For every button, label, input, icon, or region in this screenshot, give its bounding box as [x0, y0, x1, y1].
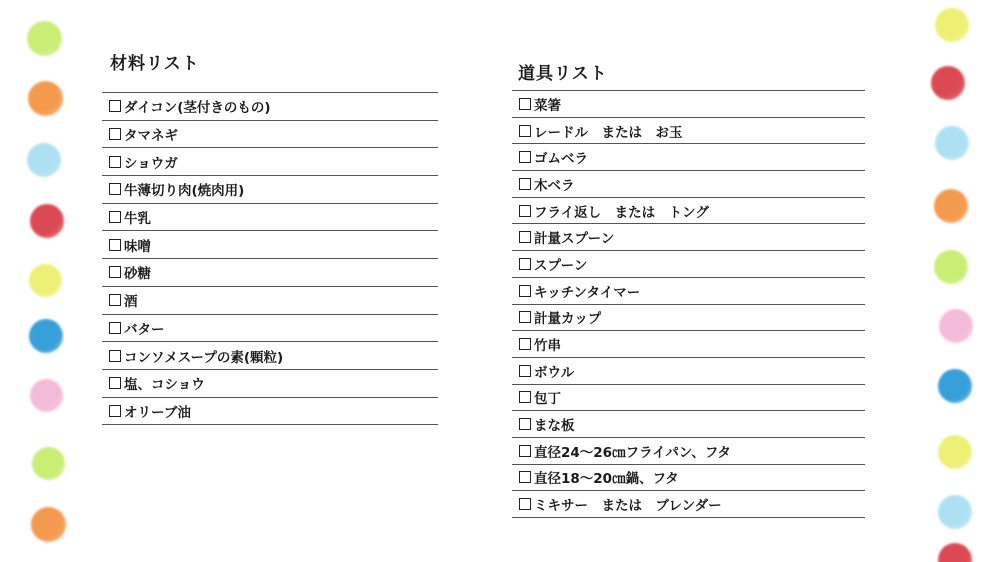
checkbox-icon[interactable]: [109, 128, 121, 140]
ingredient-item: [102, 342, 438, 370]
ingredient-item: [102, 121, 438, 149]
decorative-dot: [938, 543, 972, 562]
tool-item-label: ゴムベラ: [534, 151, 588, 168]
checkbox-icon[interactable]: [109, 100, 121, 112]
decorative-dot: [934, 189, 968, 223]
decorative-dot: [935, 8, 969, 42]
decorative-dot: [29, 264, 62, 297]
checkbox-icon[interactable]: [109, 322, 121, 334]
ingredient-item: [102, 315, 438, 343]
tool-item-label: スプーン: [534, 257, 588, 274]
checkbox-icon[interactable]: [519, 311, 531, 323]
ingredient-item-label: コンソメスープの素(顆粒): [124, 349, 284, 366]
tool-item-label: 計量スプーン: [534, 231, 615, 248]
checkbox-icon[interactable]: [519, 125, 531, 137]
tool-item-label: 直径18～20㎝鍋、フタ: [534, 471, 679, 488]
checkbox-icon[interactable]: [109, 156, 121, 168]
tool-item: [512, 305, 865, 332]
ingredient-item: [102, 176, 438, 204]
tool-item-label: 木ベラ: [534, 177, 575, 194]
tool-item-label: 直径24～26㎝フライパン、フタ: [534, 444, 731, 461]
checkbox-icon[interactable]: [519, 178, 531, 190]
ingredient-item-label: 牛薄切り肉(焼肉用): [124, 183, 245, 200]
tool-item-label: キッチンタイマー: [534, 284, 641, 301]
checkbox-icon[interactable]: [519, 471, 531, 483]
checkbox-icon[interactable]: [519, 258, 531, 270]
decorative-dot: [29, 319, 63, 353]
checkbox-icon[interactable]: [519, 418, 531, 430]
checkbox-icon[interactable]: [519, 151, 531, 163]
ingredients-list-title: 材料リスト: [110, 54, 200, 74]
decorative-dot: [30, 204, 64, 238]
decorative-dot: [938, 369, 972, 403]
decorative-dot: [935, 126, 969, 160]
ingredient-item: [102, 93, 438, 121]
tool-item-label: 菜箸: [534, 97, 561, 114]
decorative-dot: [934, 250, 968, 284]
decorative-dot: [30, 379, 63, 412]
checkbox-icon[interactable]: [519, 231, 531, 243]
decorative-dot: [931, 66, 965, 100]
checkbox-icon[interactable]: [109, 350, 121, 362]
tool-item-label: フライ返し または トング: [534, 204, 709, 221]
ingredient-item-label: バター: [124, 321, 165, 338]
tool-item: [512, 491, 865, 518]
ingredient-item-label: ダイコン(茎付きのもの): [124, 100, 271, 117]
decorative-dot: [27, 21, 62, 56]
tool-item: [512, 171, 865, 198]
ingredient-item-label: タマネギ: [124, 128, 178, 145]
ingredient-item-label: ショウガ: [124, 155, 178, 172]
checkbox-icon[interactable]: [109, 377, 121, 389]
tool-item-label: 包丁: [534, 391, 561, 408]
tool-item: [512, 198, 865, 225]
ingredient-item: [102, 398, 438, 426]
tool-item: [512, 278, 865, 305]
checkbox-icon[interactable]: [109, 183, 121, 195]
checkbox-icon[interactable]: [519, 285, 531, 297]
ingredient-item: [102, 370, 438, 398]
ingredients-rows: [102, 92, 438, 425]
decorative-dot: [28, 81, 63, 116]
checkbox-icon[interactable]: [519, 391, 531, 403]
tool-item: [512, 358, 865, 385]
tool-item: [512, 465, 865, 492]
decorative-dot: [938, 495, 972, 529]
ingredient-item: [102, 148, 438, 176]
decorative-dot: [31, 507, 66, 542]
tool-item: [512, 411, 865, 438]
tool-item: [512, 331, 865, 358]
tool-item-label: ミキサー または ブレンダー: [534, 498, 722, 515]
checkbox-icon[interactable]: [519, 98, 531, 110]
tool-item-label: ボウル: [534, 364, 575, 381]
tool-item-label: 計量カップ: [534, 311, 602, 328]
tool-item-label: 竹串: [534, 338, 561, 355]
ingredient-item-label: オリーブ油: [124, 404, 191, 421]
ingredient-item: [102, 259, 438, 287]
checkbox-icon[interactable]: [519, 365, 531, 377]
ingredient-item: [102, 204, 438, 232]
tool-item-label: レードル または お玉: [534, 124, 683, 141]
tool-item: [512, 438, 865, 465]
tool-item-label: まな板: [534, 418, 575, 435]
tool-item: [512, 224, 865, 251]
tool-item: [512, 251, 865, 278]
decorative-dot: [938, 435, 972, 469]
checkbox-icon[interactable]: [519, 205, 531, 217]
checkbox-icon[interactable]: [109, 405, 121, 417]
tool-item: [512, 385, 865, 412]
ingredient-item-label: 牛乳: [124, 211, 151, 228]
checkbox-icon[interactable]: [519, 498, 531, 510]
ingredient-item: [102, 287, 438, 315]
tool-item: [512, 91, 865, 118]
decorative-dot: [27, 143, 61, 177]
tools-list-title: 道具リスト: [518, 64, 608, 84]
tool-item: [512, 144, 865, 171]
checkbox-icon[interactable]: [519, 445, 531, 457]
tools-rows: [512, 90, 865, 518]
checkbox-icon[interactable]: [109, 294, 121, 306]
decorative-dot: [939, 309, 973, 343]
tool-item: [512, 118, 865, 145]
ingredient-item-label: 味噌: [124, 238, 151, 255]
ingredient-item-label: 酒: [124, 294, 138, 311]
checkbox-icon[interactable]: [109, 266, 121, 278]
checkbox-icon[interactable]: [109, 239, 121, 251]
ingredient-item-label: 塩、コショウ: [124, 377, 205, 394]
ingredient-item: [102, 231, 438, 259]
decorative-dot: [32, 447, 65, 480]
checkbox-icon[interactable]: [109, 211, 121, 223]
ingredient-item-label: 砂糖: [124, 266, 151, 283]
checkbox-icon[interactable]: [519, 338, 531, 350]
